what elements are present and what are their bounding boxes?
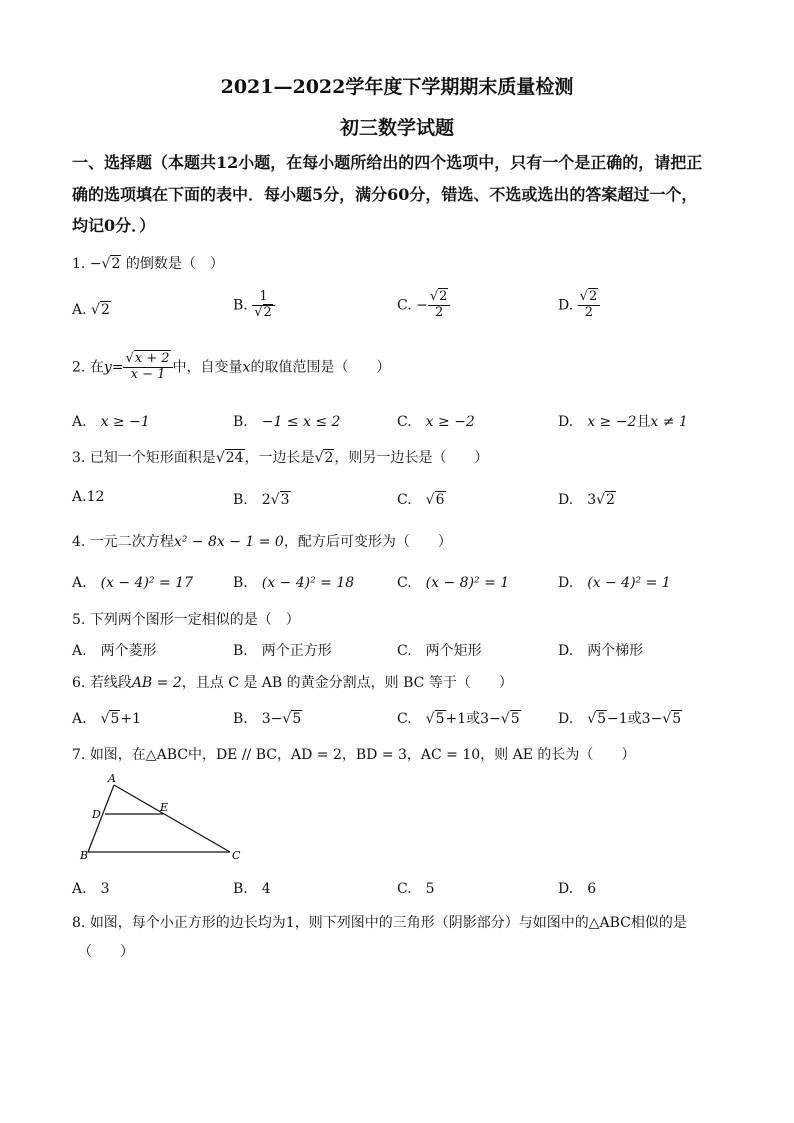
question-2: 2. 在y= $\frac{√x + 2}{x - 1}$ 中，自变量x的取值范围是（ ）	[72, 351, 391, 382]
question-8-line2: （ ）	[78, 944, 134, 960]
q6-option-d[interactable]: D. √5−1或3−√5	[558, 711, 682, 727]
q5-option-a[interactable]: A. 两个菱形	[72, 643, 157, 659]
question-7: 7. 如图，在△ABC中，DE // BC，AD = 2，BD = 3，AC = 10，则 AE 的长为（ ）	[72, 747, 636, 763]
q2-option-b[interactable]: B. −1 ≤ x ≤ 2	[233, 414, 341, 430]
q7-option-d[interactable]: D. 6	[558, 881, 597, 897]
q3-option-b[interactable]: B. 2√3	[233, 492, 290, 508]
section-heading-line3: 均记0分．）	[72, 216, 156, 235]
side-ac	[114, 785, 230, 852]
q1-option-b[interactable]: B. $\frac{1}{√2}$	[233, 290, 275, 321]
exam-title: 2021—2022学年度下学期期末质量检测	[220, 76, 574, 98]
q1-option-c[interactable]: C. − $\frac{√2}{2}$	[397, 290, 450, 321]
q6-option-b[interactable]: B. 3−√5	[233, 711, 302, 727]
question-3: 3. 已知一个矩形面积是√24，一边长是√2，则另一边长是（ ）	[72, 450, 489, 466]
q1-option-a[interactable]: A. √2	[72, 302, 110, 318]
section-heading-line2: 确的选项填在下面的表中．每小题5分，满分60分，错选、不选或选出的答案超过一个，	[72, 185, 698, 204]
q7-option-b[interactable]: B. 4	[233, 881, 271, 897]
q4-option-a[interactable]: A. (x − 4)² = 17	[72, 575, 193, 591]
section-heading-line1: 一、选择题（本题共12小题，在每小题所给出的四个选项中，只有一个是正确的，请把正	[72, 153, 703, 172]
exam-subtitle: 初三数学试题	[339, 117, 454, 139]
question-5: 5. 下列两个图形一定相似的是（ ）	[72, 612, 300, 628]
label-d: D	[92, 808, 101, 821]
q4-option-d[interactable]: D. (x − 4)² = 1	[558, 575, 671, 591]
q7-option-c[interactable]: C. 5	[397, 881, 435, 897]
question-6: 6. 若线段AB = 2，且点 C 是 AB 的黄金分割点，则 BC 等于（ ）	[72, 675, 513, 691]
label-a: A	[108, 772, 116, 785]
q2-option-a[interactable]: A. x ≥ −1	[72, 414, 150, 430]
q7-option-a[interactable]: A. 3	[72, 881, 110, 897]
q3-option-c[interactable]: C. √6	[397, 492, 445, 508]
question-4: 4. 一元二次方程x² − 8x − 1 = 0，配方后可变形为（ ）	[72, 534, 452, 550]
q1-number: 1.	[72, 256, 86, 272]
q5-option-c[interactable]: C. 两个矩形	[397, 643, 482, 659]
sqrt: √2	[101, 256, 121, 272]
label-b: B	[80, 849, 89, 862]
q1-option-d[interactable]: D. $\frac{√2}{2}$	[558, 290, 600, 321]
q3-option-a[interactable]: A.12	[72, 489, 105, 505]
q6-option-c[interactable]: C. √5+1或3−√5	[397, 711, 520, 727]
label-c: C	[232, 849, 241, 862]
q5-option-b[interactable]: B. 两个正方形	[233, 643, 332, 659]
label-e: E	[160, 801, 169, 814]
question-8: 8. 如图，每个小正方形的边长均为1，则下列图中的三角形（阴影部分）与如图中的△ABC相似的是	[72, 915, 687, 931]
q2-option-d[interactable]: D. x ≥ −2且x ≠ 1	[558, 414, 688, 430]
question-1: 1. −√2 的倒数是（ ）	[72, 256, 224, 272]
q2-option-c[interactable]: C. x ≥ −2	[397, 414, 475, 430]
q4-option-c[interactable]: C. (x − 8)² = 1	[397, 575, 510, 591]
q4-option-b[interactable]: B. (x − 4)² = 18	[233, 575, 355, 591]
q5-option-d[interactable]: D. 两个梯形	[558, 643, 644, 659]
q6-option-a[interactable]: A. √5+1	[72, 711, 142, 727]
q3-option-d[interactable]: D. 3√2	[558, 492, 615, 508]
triangle-figure	[74, 770, 254, 870]
